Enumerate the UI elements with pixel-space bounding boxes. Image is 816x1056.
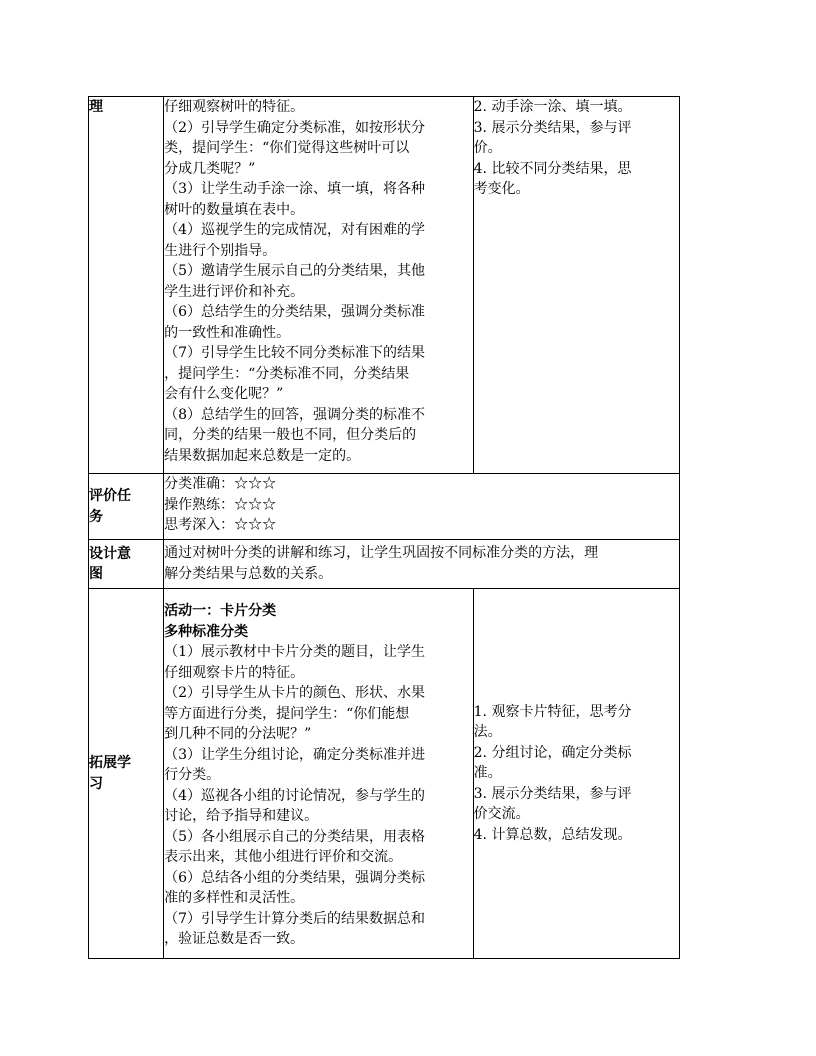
text-line: 准。 <box>473 765 502 782</box>
row-label: 拓展学 <box>89 755 131 771</box>
text-line: 4. 计算总数，总结发现。 <box>473 826 632 843</box>
text-line: 结果数据加起来总数是一定的。 <box>164 447 361 464</box>
student-activity-cell <box>473 589 679 959</box>
text-line: 法。 <box>473 724 502 741</box>
design-intent-cell <box>164 540 680 589</box>
table-row <box>89 589 680 959</box>
text-line: 到几种不同的分法呢？” <box>164 726 312 742</box>
teacher-activity-cell <box>164 97 474 474</box>
text-line: 思考深入：☆☆☆ <box>164 517 277 533</box>
activity-heading: 活动一：卡片分类 <box>164 603 277 619</box>
text-line: ，提问学生：“分类标准不同，分类结果 <box>164 365 410 382</box>
text-line: 树叶的数量填在表中。 <box>164 201 305 218</box>
text-line: （3）让学生分组讨论，确定分类标准并进 <box>164 746 426 763</box>
text-line: 讨论，给予指导和建议。 <box>164 808 319 824</box>
table-row <box>89 474 680 540</box>
table-row <box>89 97 680 474</box>
text-line: 4. 比较不同分类结果，思 <box>473 160 632 177</box>
row-label-cell <box>89 97 164 474</box>
text-line: 分类准确：☆☆☆ <box>164 476 277 492</box>
text-line: 价交流。 <box>473 806 530 823</box>
row-label: 习 <box>89 775 103 792</box>
text-line: 仔细观察树叶的特征。 <box>164 99 305 115</box>
student-activity-cell <box>473 97 679 474</box>
text-line: （6）总结各小组的分类结果，强调分类标 <box>164 869 426 886</box>
text-line: 1. 观察卡片特征，思考分 <box>473 703 632 720</box>
text-line: （8）总结学生的回答，强调分类的标准不 <box>164 406 426 423</box>
text-line: 类，提问学生：“你们觉得这些树叶可以 <box>164 140 410 156</box>
text-line: （6）总结学生的分类结果，强调分类标准 <box>164 304 426 320</box>
text-line: 2. 动手涂一涂、填一填。 <box>473 99 632 115</box>
text-line: 分成几类呢？” <box>164 160 256 177</box>
text-line: （2）引导学生从卡片的颜色、形状、水果 <box>164 685 426 701</box>
text-line: 价。 <box>473 140 502 156</box>
text-line: 行分类。 <box>164 767 221 783</box>
row-label: 设计意 <box>89 545 131 562</box>
text-line: 2. 分组讨论，确定分类标 <box>473 744 632 761</box>
row-label-cell <box>89 474 164 540</box>
text-line: （4）巡视学生的完成情况，对有困难的学 <box>164 222 426 238</box>
evaluation-cell <box>164 474 680 540</box>
text-line: （3）让学生动手涂一涂、填一填，将各种 <box>164 181 426 197</box>
text-line: 3. 展示分类结果，参与评 <box>473 119 632 136</box>
text-line: 准的多样性和灵活性。 <box>164 890 305 906</box>
row-label: 图 <box>89 566 103 582</box>
text-line: 仔细观察卡片的特征。 <box>164 664 305 681</box>
text-line: 会有什么变化呢？” <box>164 386 284 402</box>
text-line: （4）巡视各小组的讨论情况，参与学生的 <box>164 787 426 804</box>
row-label: 理 <box>89 99 103 115</box>
text-line: （5）邀请学生展示自己的分类结果，其他 <box>164 263 426 279</box>
text-line: 学生进行评价和补充。 <box>164 283 305 300</box>
text-line: 3. 展示分类结果，参与评 <box>473 785 632 802</box>
text-line: 的一致性和准确性。 <box>164 324 291 341</box>
teacher-activity-cell <box>164 589 474 959</box>
text-line: 操作熟练：☆☆☆ <box>164 496 277 513</box>
row-label: 评价任 <box>89 488 131 504</box>
row-label-cell <box>89 589 164 959</box>
text-line: 通过对树叶分类的讲解和练习，让学生巩固按不同标准分类的方法，理 <box>164 545 599 561</box>
text-line: （2）引导学生确定分类标准，如按形状分 <box>164 119 426 136</box>
text-line: 等方面进行分类，提问学生：“你们能想 <box>164 705 410 722</box>
text-line: （1）展示教材中卡片分类的题目，让学生 <box>164 644 426 660</box>
row-label-cell <box>89 540 164 589</box>
text-line: 生进行个别指导。 <box>164 242 277 259</box>
text-line: ，验证总数是否一致。 <box>164 931 305 947</box>
text-line: 同，分类的结果一般也不同，但分类后的 <box>164 427 417 443</box>
text-line: （7）引导学生计算分类后的结果数据总和 <box>164 910 426 927</box>
text-line: 表示出来，其他小组进行评价和交流。 <box>164 849 403 865</box>
text-line: （5）各小组展示自己的分类结果，用表格 <box>164 828 426 845</box>
text-line: 解分类结果与总数的关系。 <box>164 565 333 582</box>
activity-subheading: 多种标准分类 <box>164 623 249 640</box>
lesson-plan-table <box>88 96 680 959</box>
text-line: （7）引导学生比较不同分类标准下的结果 <box>164 345 426 361</box>
row-label: 务 <box>89 508 103 525</box>
text-line: 考变化。 <box>473 181 530 197</box>
table-row <box>89 540 680 589</box>
